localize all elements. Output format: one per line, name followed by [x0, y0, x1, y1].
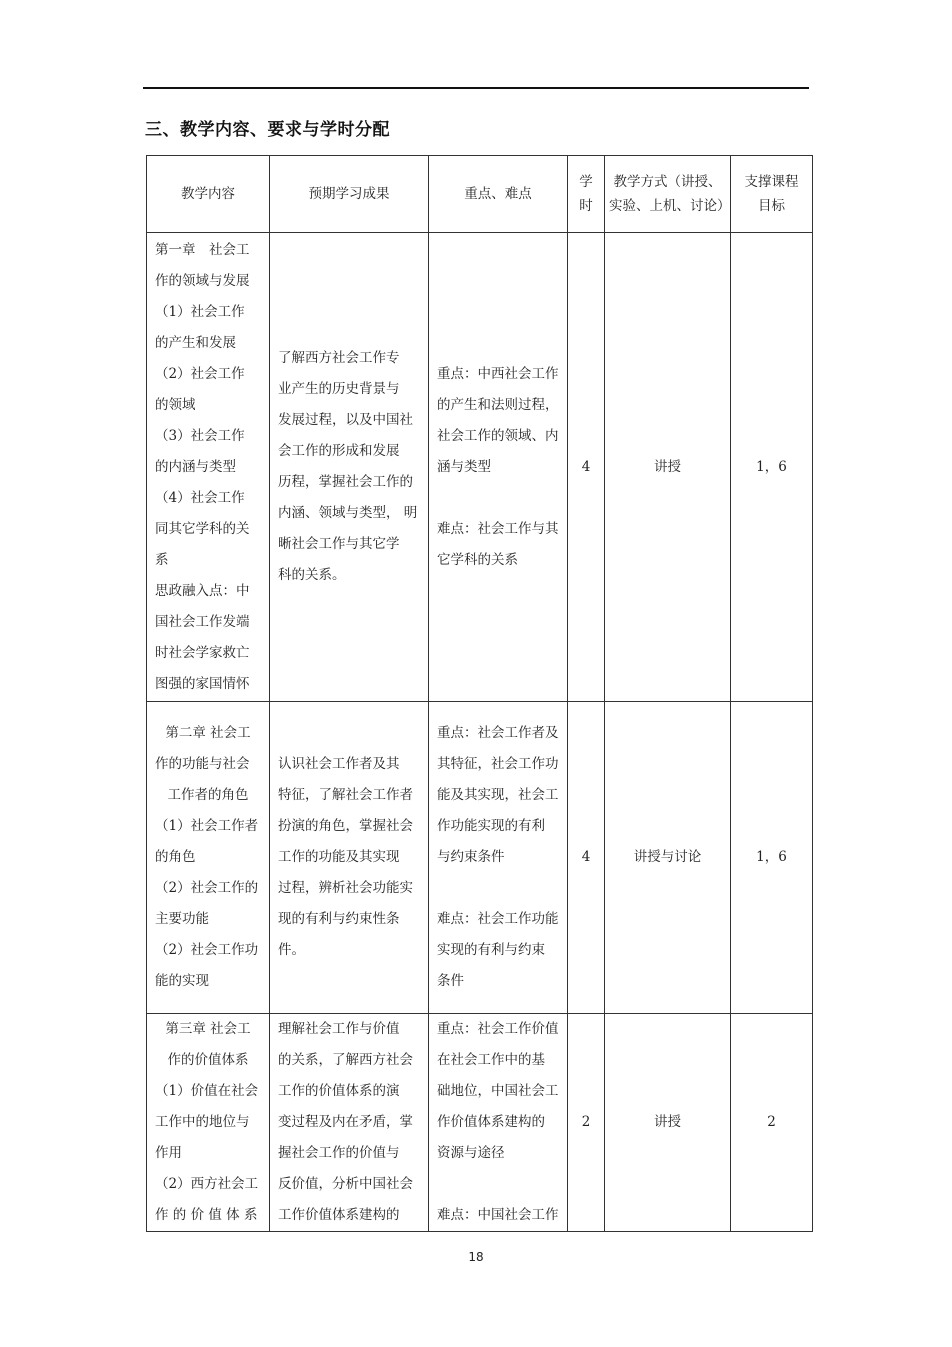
text-line: （1）价值在社会 — [155, 1083, 259, 1099]
text-line: 在社会工作中的基 — [437, 1052, 545, 1068]
text-line: 过程，辨析社会功能实 — [278, 880, 413, 896]
header-outcomes: 预期学习成果 — [270, 156, 429, 233]
text-line: 实现的有利与约束 — [437, 942, 545, 958]
text-line: （2）社会工作 — [155, 365, 245, 382]
header-rule — [143, 87, 809, 89]
text-line: 难点：中国社会工作 — [437, 1207, 559, 1223]
text-line: 其特征，社会工作功 — [437, 756, 559, 772]
text-line: 发展过程，以及中国社 — [278, 412, 413, 428]
outcomes-cell — [270, 1014, 429, 1232]
method-cell: 讲授与讨论 — [605, 702, 731, 1014]
text-line: 会工作的形成和发展 — [278, 443, 400, 459]
text-line: 第一章 社会工 — [155, 241, 250, 258]
text-line: 握社会工作的价值与 — [278, 1145, 400, 1161]
teaching-content-table — [146, 155, 813, 1232]
text-line: 内涵、领域与类型， 明 — [278, 505, 418, 521]
text-line: 作用 — [155, 1145, 182, 1161]
spacer — [437, 873, 559, 904]
text-line: 作的价值体系 — [167, 1052, 249, 1068]
text-line: 反价值，分析中国社会 — [278, 1176, 413, 1192]
section-title: 三、教学内容、要求与学时分配 — [145, 120, 390, 140]
text-line: 理解社会工作与价值 — [278, 1021, 400, 1037]
text-line: 主要功能 — [155, 911, 209, 927]
text-line: 图强的家国情怀 — [155, 675, 250, 692]
table-header-row — [147, 156, 813, 233]
header-hours-line-2: 时 — [579, 198, 593, 214]
text-line: 础地位，中国社会工 — [437, 1083, 559, 1099]
header-goal-line-2: 目标 — [758, 198, 785, 214]
text-line: 的领域 — [155, 396, 196, 413]
table-row — [147, 233, 813, 702]
header-content: 教学内容 — [147, 156, 270, 233]
text-line: 的角色 — [155, 849, 196, 865]
text-line: 思政融入点：中 — [155, 582, 250, 599]
text-line: 重点：中西社会工作 — [437, 365, 559, 382]
header-hours-line-1: 学 — [579, 174, 593, 190]
text-line: 国社会工作发端 — [155, 613, 250, 630]
text-line: 系 — [155, 551, 169, 568]
text-line: 认识社会工作者及其 — [278, 756, 400, 772]
text-line: （2）西方社会工 — [155, 1176, 259, 1192]
text-line: 的内涵与类型 — [155, 458, 236, 475]
header-method-line-1: 教学方式（讲授、 — [613, 174, 722, 190]
outcomes-cell — [270, 233, 429, 702]
text-line: （1）社会工作者 — [155, 818, 259, 834]
content-cell — [147, 1014, 270, 1232]
text-line: 时社会学家救亡 — [155, 644, 250, 661]
table-row — [147, 702, 813, 1014]
header-key-points: 重点、难点 — [429, 156, 568, 233]
text-line: 能及其实现，社会工 — [437, 787, 559, 803]
text-line: 变过程及内在矛盾，掌 — [278, 1114, 413, 1130]
text-line: （2）社会工作的 — [155, 880, 259, 896]
goals-cell: 1，6 — [731, 702, 813, 1014]
header-method — [605, 156, 731, 233]
spacer — [437, 483, 559, 514]
goals-cell: 2 — [731, 1014, 813, 1232]
text-line: （4）社会工作 — [155, 489, 245, 506]
text-line: 同其它学科的关 — [155, 520, 250, 537]
text-line: 作价值体系建构的 — [437, 1114, 545, 1130]
text-line: 历程，掌握社会工作的 — [278, 474, 413, 490]
text-line: 难点：社会工作功能 — [437, 911, 559, 927]
text-line: 重点：社会工作价值 — [437, 1021, 559, 1037]
text-line: 的产生和法则过程， — [437, 396, 559, 413]
text-line: 社会工作的领域、内 — [437, 427, 559, 444]
header-goal-line-1: 支撑课程 — [744, 174, 799, 190]
header-method-line-2: 实验、上机、讨论） — [609, 198, 731, 214]
text-line: 的产生和发展 — [155, 334, 236, 351]
text-line: 了解西方社会工作专 — [278, 350, 400, 366]
text-line: 工作中的地位与 — [155, 1114, 250, 1130]
text-line: 它学科的关系 — [437, 551, 518, 568]
text-line: 扮演的角色，掌握社会 — [278, 818, 413, 834]
text-line: 与约束条件 — [437, 849, 505, 865]
text-line: 件。 — [278, 942, 305, 958]
spacer — [437, 1169, 559, 1200]
text-line: 条件 — [437, 973, 464, 989]
key-points-cell — [429, 702, 568, 1014]
hours-cell: 4 — [568, 702, 605, 1014]
text-line: （1）社会工作 — [155, 303, 245, 320]
text-line: 工作的价值体系的演 — [278, 1083, 400, 1099]
text-line: 资源与途径 — [437, 1145, 505, 1161]
method-cell: 讲授 — [605, 1014, 731, 1232]
text-line: 工作价值体系建构的 — [278, 1207, 400, 1223]
header-hours — [568, 156, 605, 233]
text-line: （2）社会工作功 — [155, 942, 259, 958]
content-cell — [147, 702, 270, 1014]
text-line: 作功能实现的有利 — [437, 818, 545, 834]
outcomes-cell — [270, 702, 429, 1014]
text-line: 作的功能与社会 — [155, 756, 250, 772]
text-line: 作的领域与发展 — [155, 272, 250, 289]
text-line: 现的有利与约束性条 — [278, 911, 400, 927]
method-cell: 讲授 — [605, 233, 731, 702]
text-line: 工作的功能及其实现 — [278, 849, 400, 865]
text-line: 作 的 价 值 体 系 — [155, 1207, 258, 1223]
goals-cell: 1，6 — [731, 233, 813, 702]
table-row — [147, 1014, 813, 1232]
header-course-goal — [731, 156, 813, 233]
text-line: 难点：社会工作与其 — [437, 520, 559, 537]
text-line: 重点：社会工作者及 — [437, 725, 559, 741]
hours-cell: 4 — [568, 233, 605, 702]
content-cell — [147, 233, 270, 702]
text-line: 工作者的角色 — [167, 787, 249, 803]
page-number: 18 — [468, 1250, 484, 1264]
text-line: 第三章 社会工 — [165, 1021, 251, 1037]
text-line: 涵与类型 — [437, 458, 491, 475]
text-line: 科的关系。 — [278, 567, 346, 583]
text-line: 特征，了解社会工作者 — [278, 787, 413, 803]
text-line: 晰社会工作与其它学 — [278, 536, 400, 552]
key-points-cell — [429, 1014, 568, 1232]
hours-cell: 2 — [568, 1014, 605, 1232]
text-line: 业产生的历史背景与 — [278, 381, 400, 397]
text-line: 第二章 社会工 — [165, 725, 251, 741]
key-points-cell — [429, 233, 568, 702]
text-line: （3）社会工作 — [155, 427, 245, 444]
text-line: 的关系，了解西方社会 — [278, 1052, 413, 1068]
text-line: 能的实现 — [155, 973, 209, 989]
